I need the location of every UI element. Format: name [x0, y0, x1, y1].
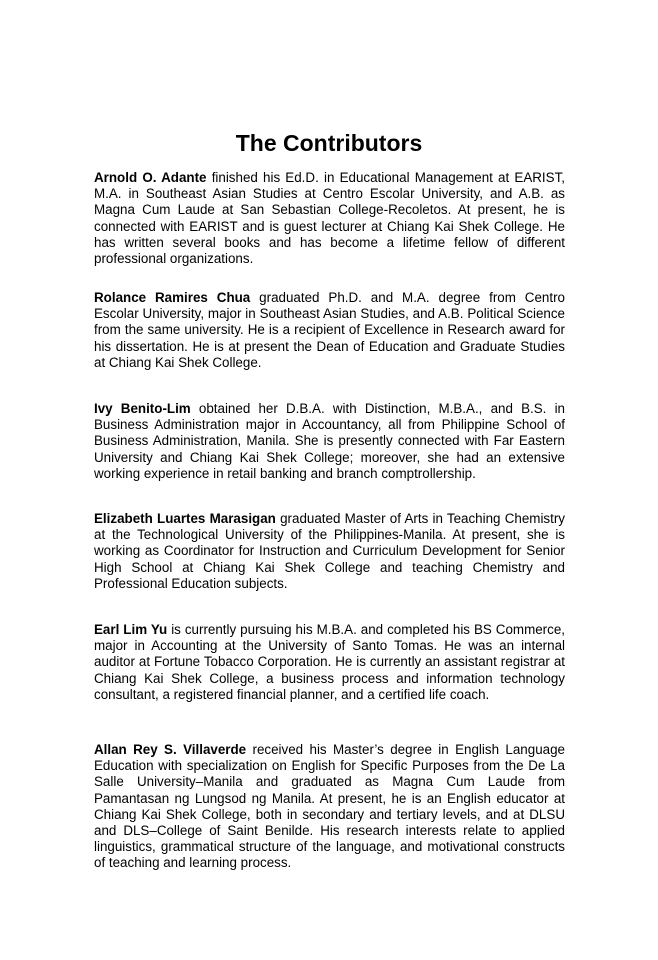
contributor-bio-text: is currently pursuing his M.B.A. and completed his BS Commerce, major in Accounting at the University of Santo Tomas. He was an internal auditor at Fortune Tobacco Corporation. He is currently an assistant registrar at Chiang Kai Shek College, a business process and information technology consultant, a registered financial planner, and a certified life coach. [94, 622, 566, 702]
contributor-bio-text: obtained her D.B.A. with Distinction, M.B.A., and B.S. in Business Administration major in Accountancy, all from Philippine School of Business Administration, Manila. She is presently connected with Far Eastern University and Chiang Kai Shek College; moreover, she had an extensive working experience in retail banking and branch comptrollership. [94, 401, 565, 481]
contributor-bio [94, 622, 565, 703]
contributor-name: Arnold O. Adante [94, 170, 207, 185]
contributor-name: Elizabeth Luartes Marasigan [94, 511, 276, 526]
contributor-bio [94, 290, 565, 371]
contributor-bio [94, 401, 565, 482]
contributor-name: Ivy Benito-Lim [94, 401, 191, 416]
contributor-bio-text: finished his Ed.D. in Educational Management at EARIST, M.A. in Southeast Asian Studies at Centro Escolar University, and A.B. as Magna Cum Laude at San Sebastian College-Recoletos. At present, he is connected with EARIST and is guest lecturer at Chiang Kai Shek College. He has written several books and has become a lifetime fellow of different professional organizations. [94, 170, 565, 267]
contributor-name: Rolance Ramires Chua [94, 290, 251, 305]
contributor-bio-text: graduated Ph.D. and M.A. degree from Centro Escolar University, major in Southeast Asian Studies, and A.B. Political Science from the same university. He is a recipient of Excellence in Research award for his dissertation. He is at present the Dean of Education and Graduate Studies at Chiang Kai Shek College. [94, 290, 565, 370]
contributor-bio-text: graduated Master of Arts in Teaching Chemistry at the Technological University of the Philippines-Manila. At present, she is working as Coordinator for Instruction and Curriculum Development for Senior High School at Chiang Kai Shek College and teaching Chemistry and Professional Education subjects. [94, 511, 566, 591]
contributor-name: Earl Lim Yu [94, 622, 168, 637]
contributor-bio [94, 742, 565, 872]
contributor-bio [94, 511, 565, 592]
contributor-bio [94, 170, 565, 267]
contributor-bio-text: received his Master’s degree in English Language Education with specialization on English for Specific Purposes from the De La Salle University–Manila and graduated as Magna Cum Laude from Pamantasan ng Lungsod ng Manila. At present, he is an English educator at Chiang Kai Shek College, both in secondary and tertiary levels, and at DLSU and DLS–College of Saint Benilde. His research interests relate to applied linguistics, grammatical structure of the language, and motivational constructs of teaching and learning process. [94, 742, 565, 871]
contributor-name: Allan Rey S. Villaverde [94, 742, 247, 757]
page-title: The Contributors [235, 130, 423, 156]
